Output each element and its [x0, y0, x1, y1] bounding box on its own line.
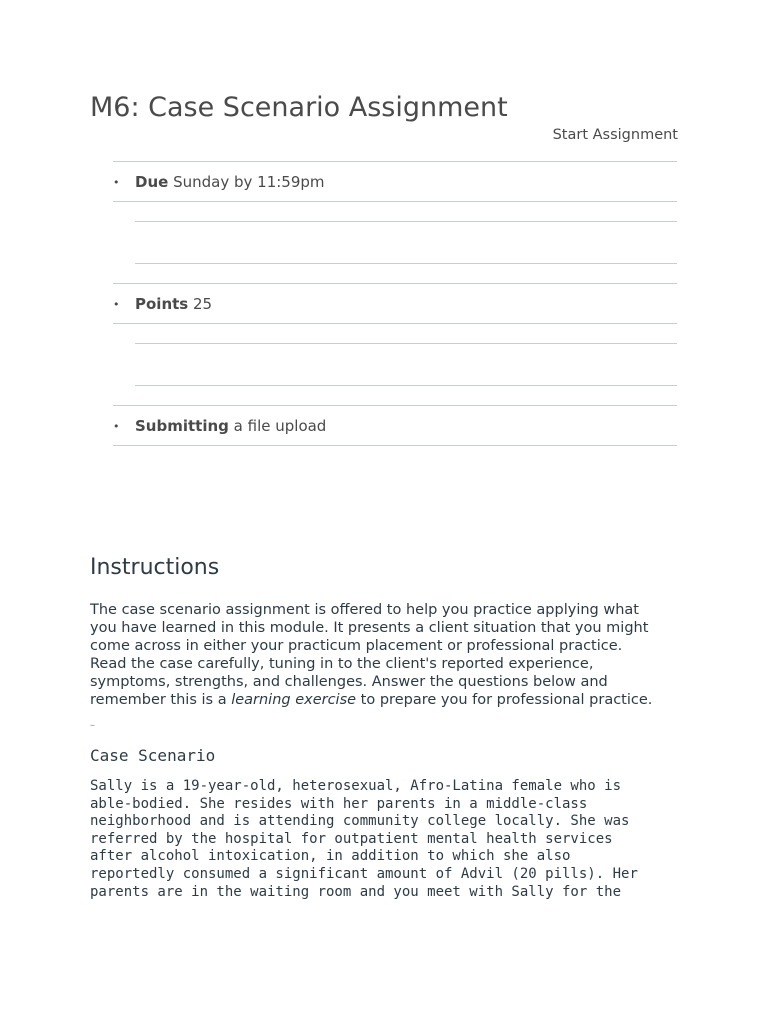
due-label: Due: [135, 173, 169, 191]
intro-line: come across in either your practicum placement or professional practice.: [90, 638, 623, 654]
intro-line: you have learned in this module. It presents a client situation that you might: [90, 620, 649, 636]
submitting-value: a file upload: [233, 417, 327, 435]
case-scenario-heading: Case Scenario: [90, 746, 216, 765]
bullet-icon: •: [113, 298, 120, 311]
intro-line: The case scenario assignment is offered to help you practice applying what: [90, 602, 639, 618]
intro-line: remember this is a: [90, 692, 232, 708]
details-divider: [113, 202, 677, 283]
case-line: neighborhood and is attending community college locally. She was: [90, 813, 630, 830]
instructions-heading: Instructions: [90, 555, 220, 580]
divider-line: [135, 343, 677, 344]
case-line: referred by the hospital for outpatient mental health services: [90, 830, 613, 847]
points-value: 25: [193, 295, 213, 313]
bullet-icon: •: [113, 176, 120, 189]
submitting-detail: [113, 405, 677, 446]
case-line: Sally is a 19-year-old, heterosexual, Afro-Latina female who is: [90, 778, 622, 794]
bullet-icon: •: [113, 420, 120, 433]
case-line: able-bodied. She resides with her parents in a middle-class: [90, 795, 588, 812]
divider-line: [135, 263, 677, 264]
case-scenario-text: [90, 778, 690, 901]
points-detail: [113, 283, 677, 324]
case-line: reportedly consumed a significant amount of Advil (20 pills). Her: [90, 865, 638, 882]
case-line: after alcohol intoxication, in addition to which she also: [90, 848, 571, 865]
points-label: Points: [135, 295, 189, 313]
page-title: M6: Case Scenario Assignment: [90, 92, 508, 123]
due-value: Sunday by 11:59pm: [173, 173, 325, 191]
instructions-text: [90, 601, 690, 709]
submitting-label: Submitting: [135, 417, 229, 435]
details-divider: [113, 324, 677, 405]
assignment-details-list: [113, 161, 677, 446]
divider-line: [135, 221, 677, 222]
intro-line: symptoms, strengths, and challenges. Answer the questions below and: [90, 674, 608, 690]
divider-line: [135, 385, 677, 386]
due-detail: [113, 161, 677, 202]
separator-dash: –: [90, 720, 95, 731]
case-line: parents are in the waiting room and you meet with Sally for the: [90, 883, 622, 900]
intro-line: Read the case carefully, tuning in to the client's reported experience,: [90, 656, 594, 672]
start-assignment-link[interactable]: Start Assignment: [552, 127, 678, 143]
intro-line: to prepare you for professional practice.: [356, 692, 653, 708]
learning-exercise-emphasis: learning exercise: [231, 692, 357, 708]
